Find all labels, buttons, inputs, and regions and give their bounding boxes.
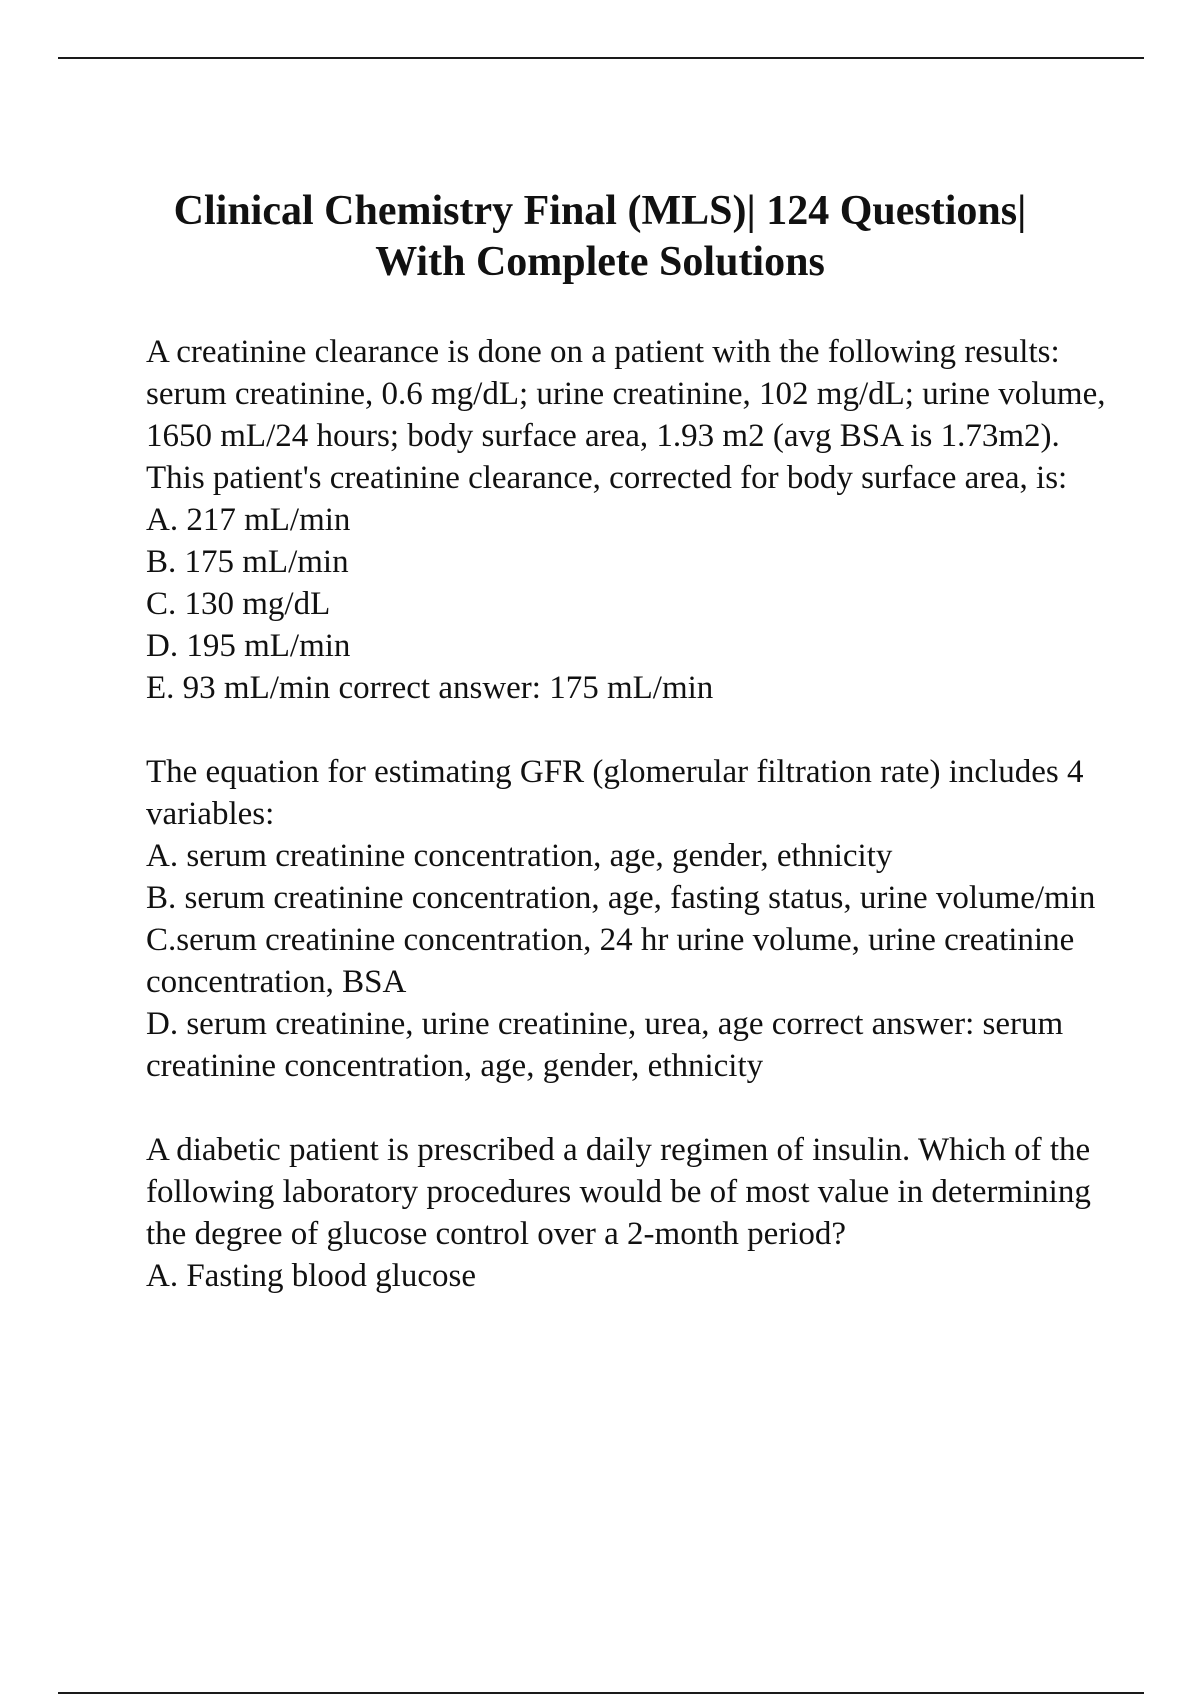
- header-rule: [58, 57, 1144, 59]
- question-stem: The equation for estimating GFR (glomerular filtration rate) includes 4 variables:: [146, 754, 1084, 832]
- question-1: [146, 331, 1106, 709]
- footer-rule: [58, 1692, 1144, 1694]
- option-a: A. 217 mL/min: [146, 502, 351, 538]
- option-d-with-answer: D. serum creatinine, urine creatinine, urea, age correct answer: serum creatinine concentration, age, gender, ethnicity: [146, 1006, 1064, 1084]
- question-stem: A creatinine clearance is done on a patient with the following results: serum creatinine, 0.6 mg/dL; urine creatinine, 102 mg/dL; urine volume, 1650 mL/24 hours; body surface area, 1.93 m2 (avg BSA is 1.73m2). This patient's creatinine clearance, corrected for body surface area, is:: [146, 334, 1106, 496]
- answer-options: [146, 835, 1106, 1087]
- option-e-with-answer: E. 93 mL/min correct answer: 175 mL/min: [146, 670, 714, 706]
- document-title: [100, 186, 1100, 288]
- title-line-2: With Complete Solutions: [375, 239, 825, 285]
- question-3: [146, 1129, 1106, 1297]
- option-c: C.serum creatinine concentration, 24 hr urine volume, urine creatinine concentration, BSA: [146, 922, 1075, 1000]
- option-a: A. Fasting blood glucose: [146, 1258, 476, 1294]
- question-list: [146, 331, 1106, 1339]
- option-d: D. 195 mL/min: [146, 628, 351, 664]
- answer-options: [146, 1255, 1106, 1297]
- title-line-1: Clinical Chemistry Final (MLS)| 124 Questions|: [173, 188, 1027, 234]
- question-stem: A diabetic patient is prescribed a daily regimen of insulin. Which of the following laboratory procedures would be of most value in determining the degree of glucose control over a 2-month period?: [146, 1132, 1091, 1252]
- question-2: [146, 751, 1106, 1087]
- option-b: B. serum creatinine concentration, age, fasting status, urine volume/min: [146, 880, 1096, 916]
- option-c: C. 130 mg/dL: [146, 586, 331, 622]
- option-a: A. serum creatinine concentration, age, gender, ethnicity: [146, 838, 893, 874]
- option-b: B. 175 mL/min: [146, 544, 349, 580]
- answer-options: [146, 499, 1106, 709]
